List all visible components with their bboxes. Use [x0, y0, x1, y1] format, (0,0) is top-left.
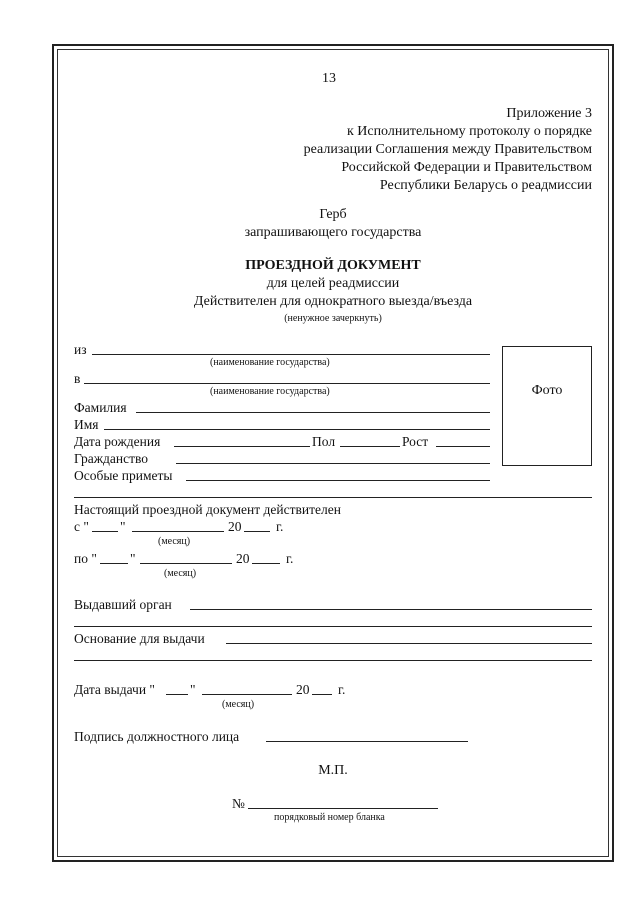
issue-date-month-line — [202, 694, 292, 695]
height-line — [436, 446, 490, 447]
to-label: в — [74, 371, 81, 386]
surname-label: Фамилия — [74, 400, 127, 415]
name-line — [104, 429, 490, 430]
official-signature-label: Подпись должностного лица — [74, 729, 240, 744]
birth-date-label: Дата рождения — [74, 434, 161, 449]
from-state-line — [92, 354, 490, 355]
separator-line — [74, 497, 592, 498]
valid-to-quote: " — [130, 551, 136, 566]
appendix-line-1: Приложение 3 — [506, 106, 592, 121]
from-label: из — [74, 342, 87, 357]
validity-heading: Настоящий проездной документ действителен — [74, 502, 341, 517]
issuing-authority-line — [190, 609, 592, 610]
strike-note: (ненужное зачеркнуть) — [284, 313, 382, 324]
sex-label: Пол — [312, 434, 336, 449]
name-label: Имя — [74, 417, 99, 432]
valid-to-prefix: по " — [74, 551, 97, 566]
valid-to-year-suffix: г. — [286, 551, 294, 566]
issue-date-quote: " — [190, 682, 196, 697]
basis-line-2 — [74, 660, 592, 661]
issue-date-month-hint: (месяц) — [222, 699, 255, 710]
valid-from-year-line — [244, 531, 270, 532]
appendix-line-4: Российской Федерации и Правительством — [341, 160, 592, 175]
valid-to-day-line — [100, 563, 128, 564]
special-marks-line — [186, 480, 490, 481]
issue-date-year-suffix: г. — [338, 682, 346, 697]
basis-line — [226, 643, 592, 644]
serial-number-line — [248, 808, 438, 809]
issue-date-label: Дата выдачи " — [74, 682, 155, 697]
from-state-hint: (наименование государства) — [210, 357, 330, 368]
valid-from-quote: " — [120, 519, 126, 534]
number-sign: № — [232, 796, 245, 811]
valid-from-year-prefix: 20 — [228, 519, 242, 534]
official-signature-line — [266, 741, 468, 742]
issuing-authority-line-2 — [74, 626, 592, 627]
photo-label: Фото — [531, 383, 563, 398]
valid-to-month-hint: (месяц) — [164, 568, 197, 579]
to-state-line — [84, 383, 490, 384]
valid-from-year-suffix: г. — [276, 519, 284, 534]
valid-from-prefix: с " — [74, 519, 89, 534]
coat-of-arms-sublabel: запрашивающего государства — [244, 225, 422, 240]
citizenship-label: Гражданство — [74, 451, 149, 466]
appendix-line-5: Республики Беларусь о реадмиссии — [379, 178, 592, 193]
valid-from-month-line — [132, 531, 224, 532]
valid-from-day-line — [92, 531, 118, 532]
valid-to-year-line — [252, 563, 280, 564]
document-title: ПРОЕЗДНОЙ ДОКУМЕНТ — [245, 258, 421, 273]
height-label: Рост — [402, 434, 429, 449]
valid-from-month-hint: (месяц) — [158, 536, 191, 547]
valid-to-month-line — [140, 563, 232, 564]
photo-box — [502, 346, 592, 466]
page-number: 13 — [322, 71, 336, 86]
birth-date-line — [174, 446, 310, 447]
validity-type: Действителен для однократного выезда/въезда — [193, 294, 473, 309]
valid-to-year-prefix: 20 — [236, 551, 250, 566]
special-marks-label: Особые приметы — [74, 468, 173, 483]
issuing-authority-label: Выдавший орган — [74, 597, 172, 612]
surname-line — [136, 412, 490, 413]
coat-of-arms-label: Герб — [319, 207, 347, 222]
seal-label: М.П. — [318, 763, 348, 778]
basis-label: Основание для выдачи — [74, 631, 205, 646]
document-subtitle: для целей реадмиссии — [266, 276, 400, 291]
appendix-line-3: реализации Соглашения между Правительством — [303, 142, 592, 157]
sex-line — [340, 446, 400, 447]
citizenship-line — [176, 463, 490, 464]
appendix-line-2: к Исполнительному протоколу о порядке — [346, 124, 592, 139]
issue-date-year-prefix: 20 — [296, 682, 310, 697]
issue-date-day-line — [166, 694, 188, 695]
issue-date-year-line — [312, 694, 332, 695]
to-state-hint: (наименование государства) — [210, 386, 330, 397]
serial-number-hint: порядковый номер бланка — [274, 812, 385, 823]
